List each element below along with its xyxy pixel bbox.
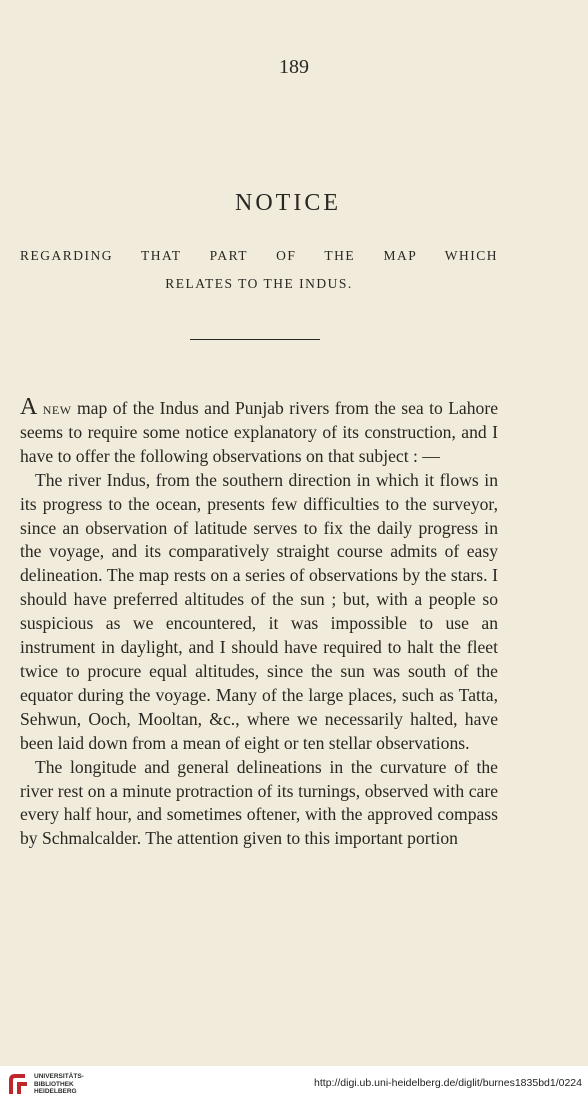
page-number: 189 xyxy=(279,56,309,78)
subtitle-line-1: REGARDING THAT PART OF THE MAP WHICH xyxy=(20,248,498,263)
body-text xyxy=(20,394,499,851)
page-title: NOTICE xyxy=(235,190,341,216)
library-name-line-2: BIBLIOTHEK xyxy=(34,1080,74,1088)
footer-bar xyxy=(0,1066,588,1105)
paragraph-1-text: map of the Indus and Punjab rivers from the sea to Lahore seems to require some notice explanatory of its construction, and I have to offer the following observations on that subject : — xyxy=(20,398,499,466)
paragraph-1 xyxy=(20,394,499,469)
library-name-line-1: UNIVERSITÄTS- xyxy=(34,1073,84,1080)
subtitle-line-2: RELATES TO THE INDUS. xyxy=(165,276,353,291)
university-logo-icon xyxy=(5,1070,33,1098)
small-caps-word: new xyxy=(42,398,72,418)
source-url-link[interactable]: http://digi.ub.uni-heidelberg.de/diglit/burnes1835bd1/0224 xyxy=(314,1077,582,1089)
paragraph-3: The longitude and general delineations in the curvature of the river rest on a minute protraction of its turnings, observed with care every half hour, and sometimes oftener, with the approved compass by Schmalcalder. The attention given to this important portion xyxy=(20,756,498,849)
title-divider xyxy=(190,339,320,340)
paragraph-2: The river Indus, from the southern direction in which it flows in its progress to the ocean, presents few difficulties to the surveyor, since an observation of latitude serves to fix the daily progress in the voyage, and its comparatively straight course admits of easy delineation. The map rests on a series of observations by the stars. I should have preferred altitudes of the sun ; but, with a people so suspicious as we encountered, it was impossible to use an instrument in daylight, and I should have required to halt the fleet twice to procure equal altitudes, since the sun was south of the equator during the voyage. Many of the large places, such as Tatta, Sehwun, Ooch, Mooltan, &c., where we necessarily halted, have been laid down from a mean of eight or ten stellar observations. xyxy=(20,469,498,753)
library-name xyxy=(34,1073,84,1096)
library-name-line-3: HEIDELBERG xyxy=(34,1088,77,1095)
drop-cap: A xyxy=(20,394,38,420)
